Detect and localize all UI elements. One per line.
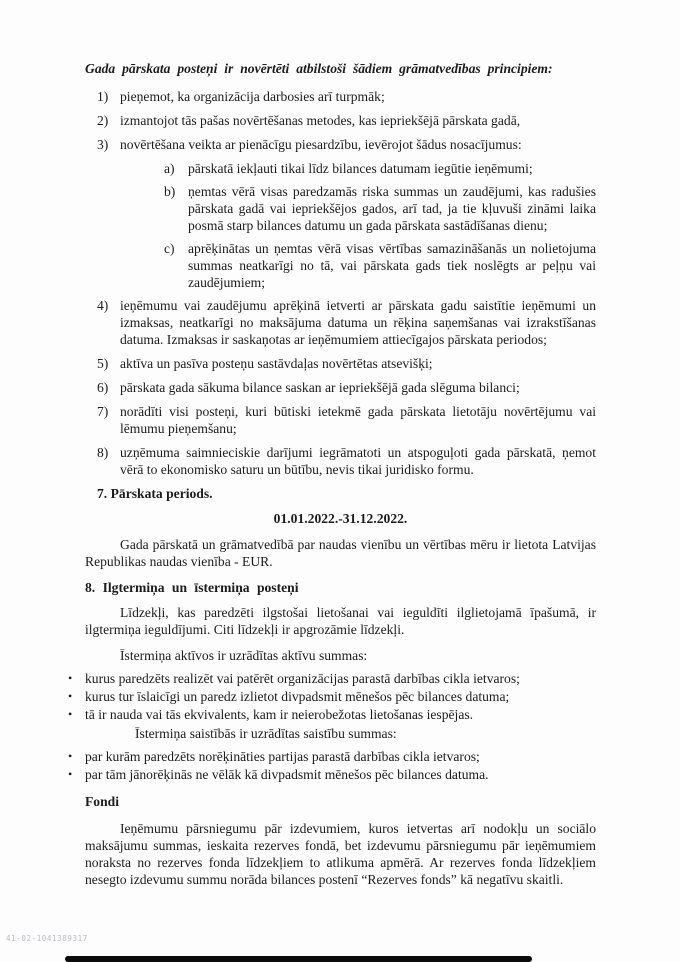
list-item-text: izmantojot tās pašas novērtēšanas metodes, kas iepriekšējā pārskata gadā, <box>120 113 521 128</box>
list-item-text: aktīva un pasīva posteņu sastāvdaļas novērtētas atsevišķi; <box>120 356 433 371</box>
bullet-item <box>68 766 596 783</box>
list-item <box>97 444 596 478</box>
bullet-item <box>68 688 596 705</box>
bullet-icon: • <box>68 671 73 685</box>
longterm-paragraph: Līdzekļi, kas paredzēti ilgstošai lietošanai vai ieguldīti ilglietojamā īpašumā, ir ilgtermiņa ieguldījumi. Citi līdzekļi ir apgrozāmie līdzekļi. <box>85 605 596 637</box>
scan-artifact-bar <box>65 956 532 962</box>
list-item <box>97 136 596 153</box>
assets-bullet-list <box>68 670 596 723</box>
list-item <box>97 297 596 348</box>
list-item-text: novērtēšana veikta ar pienācīgu piesardzību, ievērojot šādus nosacījumus: <box>120 137 522 152</box>
sub-item-letter: b) <box>164 184 176 199</box>
list-item <box>97 88 596 105</box>
list-item-number: 1) <box>97 89 109 104</box>
sub-list <box>85 160 596 291</box>
currency-paragraph: Gada pārskatā un grāmatvedībā par naudas vienību un vērtības mēru ir lietota Latvijas Republikas naudas vienība - EUR. <box>85 537 596 569</box>
sub-list-item <box>164 160 596 177</box>
list-item <box>97 403 596 437</box>
list-item-number: 6) <box>97 380 109 395</box>
fondi-heading: Fondi <box>85 794 119 809</box>
section7-heading: 7. Pārskata periods. <box>97 486 213 501</box>
report-period-dates: 01.01.2022.-31.12.2022. <box>273 511 408 526</box>
bullet-text: tā ir nauda vai tās ekvivalents, kam ir neierobežotas lietošanas iespējas. <box>85 707 474 722</box>
bullet-text: kurus paredzēts realizēt vai patērēt organizācijas parastā darbības cikla ietvaros; <box>85 671 520 686</box>
sub-item-text: pārskatā iekļauti tikai līdz bilances datumam iegūtie ieņēmumi; <box>188 161 533 176</box>
sub-item-letter: c) <box>164 241 175 256</box>
section8-heading: 8. Ilgtermiņa un īstermiņa posteņi <box>85 580 299 595</box>
bullet-item <box>68 748 596 765</box>
sub-item-text: ņemtas vērā visas paredzamās riska summas un zaudējumi, kas radušies pārskata gadā vai iepriekšējos gados, arī tad, ja tie kļuvuši zināmi laika posmā starp bilances datumu un gada pārskata sastādīšanas dienu; <box>188 184 596 233</box>
list-item-number: 8) <box>97 445 109 460</box>
list-item-number: 4) <box>97 298 109 313</box>
list-item-number: 3) <box>97 137 109 152</box>
bullet-text: kurus tur īslaicīgi un paredz izlietot divpadsmit mēnešos pēc bilances datuma; <box>85 689 510 704</box>
list-item <box>97 379 596 396</box>
list-item-number: 7) <box>97 404 109 419</box>
liabilities-intro-line: Īstermiņa saistībās ir uzrādītas saistību summas: <box>135 726 397 741</box>
list-item-text: pārskata gada sākuma bilance saskan ar iepriekšējā gada slēguma bilanci; <box>120 380 520 395</box>
sub-item-text: aprēķinātas un ņemtas vērā visas vērtības samazināšanās un nolietojuma summas neatkarīgi no tā, vai pārskata gads tiek noslēgts ar peļņu vai zaudējumiem; <box>188 241 596 290</box>
sub-list-item <box>164 183 596 234</box>
bullet-icon: • <box>68 749 73 763</box>
list-item-number: 2) <box>97 113 109 128</box>
bullet-icon: • <box>68 767 73 781</box>
list-item <box>97 355 596 372</box>
sub-list-item <box>164 240 596 291</box>
document-title: Gada pārskata posteņi ir novērtēti atbilstoši šādiem grāmatvedības principiem: <box>85 61 553 76</box>
bullet-text: par tām jānorēķinās ne vēlāk kā divpadsmit mēnešos pēc bilances datuma. <box>85 767 489 782</box>
list-item-text: ieņēmumu vai zaudējumu aprēķinā ietverti ar pārskata gadu saistītie ieņēmumi un izmaksas, neatkarīgi no maksājuma datuma un rēķina saņemšanas vai izrakstīšanas datuma. Izmaksas ir saskaņotas ar ieņēmumiem attiecīgajos pārskata periodos; <box>120 298 596 347</box>
liabilities-bullet-list <box>68 748 596 783</box>
bullet-item <box>68 706 596 723</box>
assets-intro-line: Īstermiņa aktīvos ir uzrādītas aktīvu summas: <box>120 648 368 663</box>
list-item <box>97 112 596 129</box>
list-item-text: norādīti visi posteņi, kuri būtiski ietekmē gada pārskata lietotāju novērtējumu vai lēmumu pieņemšanu; <box>120 404 596 436</box>
list-item-text: pieņemot, ka organizācija darbosies arī turpmāk; <box>120 89 385 104</box>
bullet-text: par kurām paredzēts norēķināties partijas parastā darbības cikla ietvaros; <box>85 749 480 764</box>
list-item-number: 5) <box>97 356 109 371</box>
bullet-icon: • <box>68 689 73 703</box>
document-barcode-number: 41-02-1041389317 <box>6 934 88 943</box>
principles-list <box>85 88 596 478</box>
fondi-paragraph: Ieņēmumu pārsniegumu pār izdevumiem, kuros ietvertas arī nodokļu un sociālo maksājumu summas, ieskaita rezerves fondā, bet izdevumu pārsniegumu pār ieņēmumiem noraksta no rezerves fonda līdzekļiem to atlikuma apmērā. Ar rezerves fonda līdzekļiem nesegto izdevumu summu norāda bilances postenī “Rezerves fonds” kā negatīvu skaitli. <box>85 821 596 887</box>
bullet-icon: • <box>68 707 73 721</box>
bullet-item <box>68 670 596 687</box>
list-item-text: uzņēmuma saimnieciskie darījumi iegrāmatoti un atspoguļoti gada pārskatā, ņemot vērā to ekonomisko saturu un būtību, nevis tikai juridisko formu. <box>120 445 596 477</box>
sub-item-letter: a) <box>164 161 175 176</box>
